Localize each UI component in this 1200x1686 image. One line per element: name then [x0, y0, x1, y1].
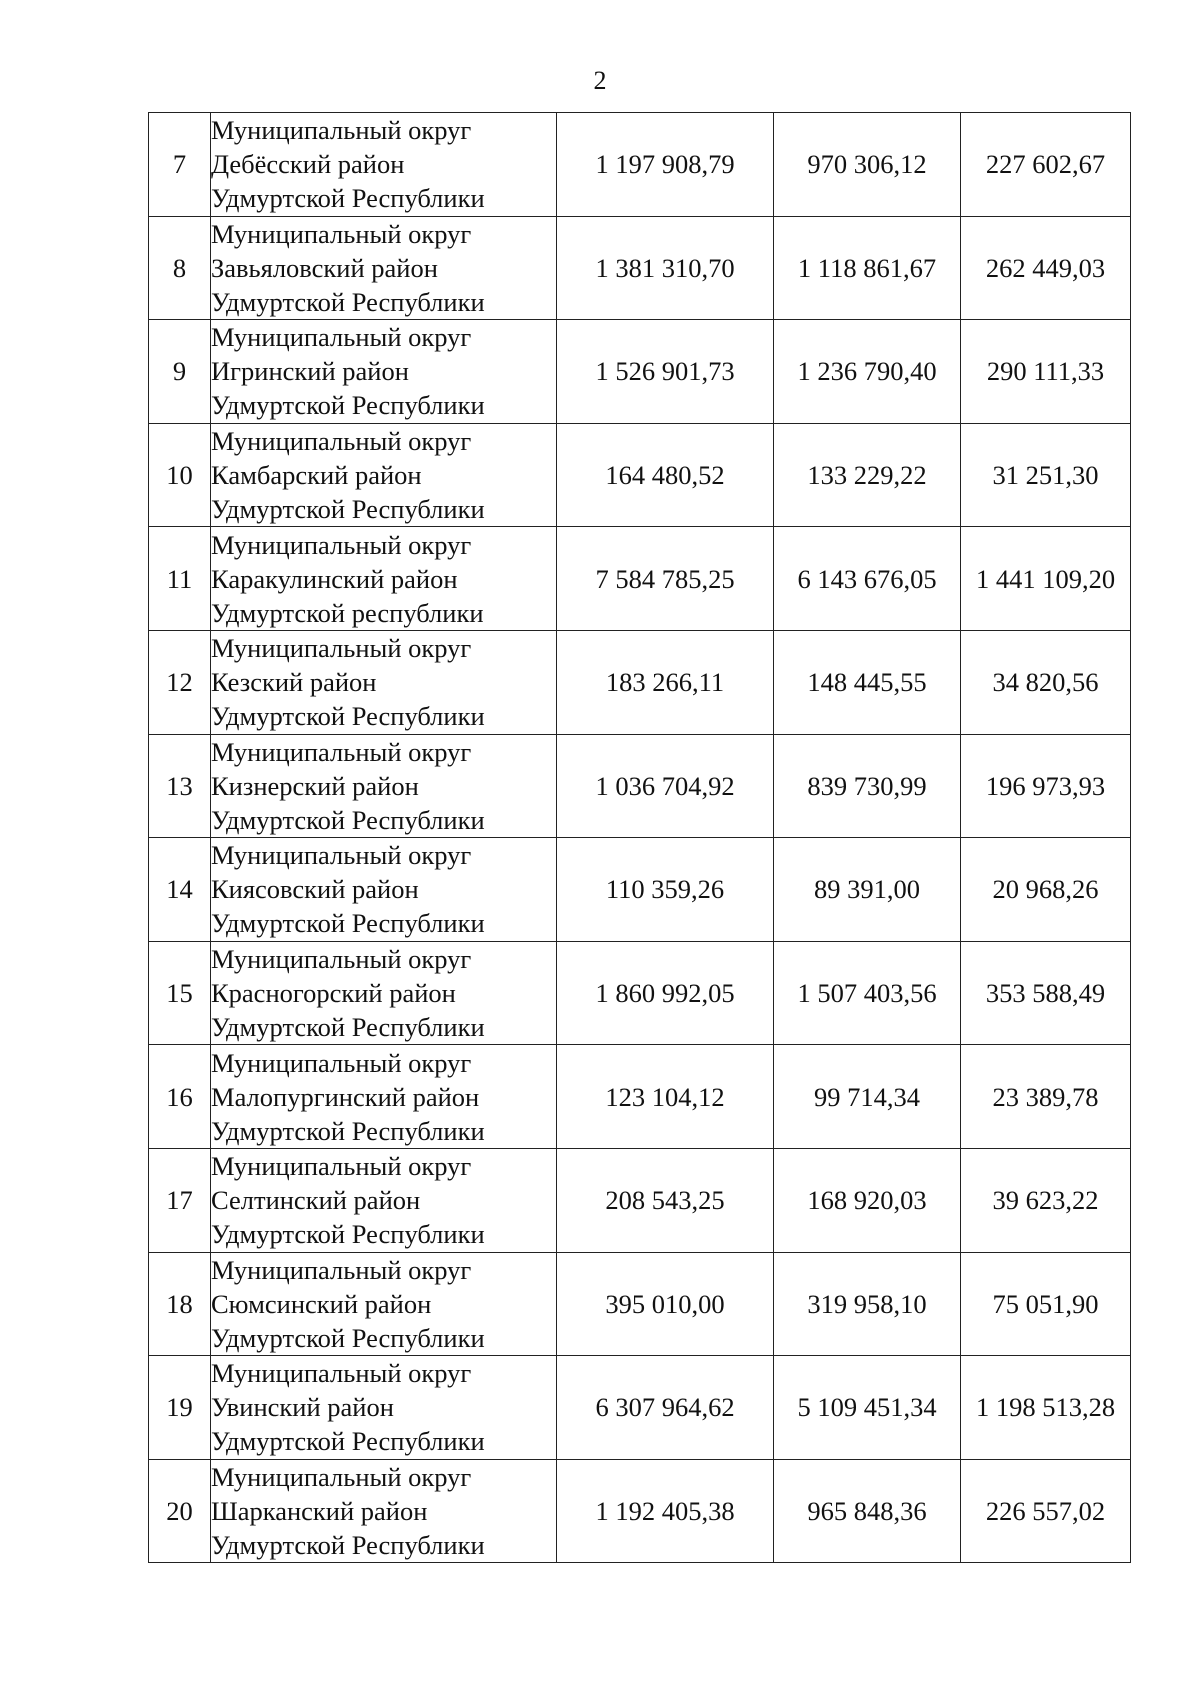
table-body	[149, 113, 1131, 1563]
municipality-name-line: Муниципальный округ	[211, 633, 472, 664]
municipality-name	[211, 113, 557, 217]
row-number: 15	[149, 941, 211, 1045]
total-amount: 208 543,25	[557, 1148, 774, 1252]
amount-column-2: 1 507 403,56	[774, 941, 961, 1045]
municipality-name-line: Камбарский район	[211, 460, 422, 491]
municipality-name-line: Удмуртской Республики	[211, 286, 485, 317]
amount-column-3: 1 441 109,20	[961, 527, 1131, 631]
row-number: 9	[149, 320, 211, 424]
municipality-name	[211, 630, 557, 734]
total-amount: 1 526 901,73	[557, 320, 774, 424]
row-number: 7	[149, 113, 211, 217]
municipality-name-line: Удмуртской Республики	[211, 494, 485, 525]
municipality-name-line: Кизнерский район	[211, 770, 419, 801]
municipality-name-line: Муниципальный округ	[211, 1254, 472, 1285]
total-amount: 1 197 908,79	[557, 113, 774, 217]
municipality-name	[211, 423, 557, 527]
municipality-name-line: Сюмсинский район	[211, 1288, 432, 1319]
amount-column-3: 262 449,03	[961, 216, 1131, 320]
amount-column-2: 99 714,34	[774, 1045, 961, 1149]
total-amount: 164 480,52	[557, 423, 774, 527]
amount-column-3: 23 389,78	[961, 1045, 1131, 1149]
amount-column-2: 6 143 676,05	[774, 527, 961, 631]
amount-column-3: 353 588,49	[961, 941, 1131, 1045]
amount-column-3: 75 051,90	[961, 1252, 1131, 1356]
amount-column-2: 1 118 861,67	[774, 216, 961, 320]
amount-column-3: 290 111,33	[961, 320, 1131, 424]
row-number: 19	[149, 1356, 211, 1460]
row-number: 20	[149, 1459, 211, 1563]
total-amount: 1 036 704,92	[557, 734, 774, 838]
row-number: 8	[149, 216, 211, 320]
municipality-name-line: Завьяловский район	[211, 252, 438, 283]
amount-column-2: 1 236 790,40	[774, 320, 961, 424]
amount-column-2: 5 109 451,34	[774, 1356, 961, 1460]
total-amount: 1 860 992,05	[557, 941, 774, 1045]
municipality-name	[211, 1252, 557, 1356]
municipality-name-line: Удмуртской Республики	[211, 1012, 485, 1043]
total-amount: 183 266,11	[557, 630, 774, 734]
municipality-name-line: Каракулинский район	[211, 563, 458, 594]
municipality-name	[211, 1356, 557, 1460]
table-row	[149, 113, 1131, 217]
amount-column-2: 148 445,55	[774, 630, 961, 734]
amount-column-3: 20 968,26	[961, 838, 1131, 942]
municipality-name	[211, 320, 557, 424]
table-row	[149, 838, 1131, 942]
row-number: 13	[149, 734, 211, 838]
municipality-name	[211, 216, 557, 320]
row-number: 17	[149, 1148, 211, 1252]
total-amount: 1 192 405,38	[557, 1459, 774, 1563]
amount-column-3: 39 623,22	[961, 1148, 1131, 1252]
municipality-name-line: Удмуртской Республики	[211, 183, 485, 214]
table-row	[149, 527, 1131, 631]
municipality-name	[211, 1459, 557, 1563]
table-row	[149, 216, 1131, 320]
municipality-name-line: Удмуртской Республики	[211, 1219, 485, 1250]
row-number: 10	[149, 423, 211, 527]
municipality-name-line: Муниципальный округ	[211, 322, 472, 353]
municipality-name-line: Удмуртской Республики	[211, 701, 485, 732]
municipality-name-line: Муниципальный округ	[211, 1358, 472, 1389]
municipality-name-line: Удмуртской Республики	[211, 390, 485, 421]
municipality-name-line: Удмуртской Республики	[211, 1426, 485, 1457]
table-row	[149, 320, 1131, 424]
municipality-name-line: Малопургинский район	[211, 1081, 480, 1112]
table-row	[149, 630, 1131, 734]
amount-column-3: 1 198 513,28	[961, 1356, 1131, 1460]
allocation-table	[148, 112, 1131, 1563]
amount-column-3: 31 251,30	[961, 423, 1131, 527]
municipality-name-line: Муниципальный округ	[211, 218, 472, 249]
municipality-name-line: Муниципальный округ	[211, 1462, 472, 1493]
amount-column-3: 196 973,93	[961, 734, 1131, 838]
municipality-name-line: Муниципальный округ	[211, 1047, 472, 1078]
municipality-name-line: Муниципальный округ	[211, 115, 472, 146]
municipality-name-line: Удмуртской республики	[211, 597, 484, 628]
municipality-name-line: Удмуртской Республики	[211, 1530, 485, 1561]
amount-column-2: 839 730,99	[774, 734, 961, 838]
table-row	[149, 1356, 1131, 1460]
amount-column-3: 227 602,67	[961, 113, 1131, 217]
municipality-name-line: Удмуртской Республики	[211, 908, 485, 939]
table-row	[149, 1459, 1131, 1563]
municipality-name-line: Удмуртской Республики	[211, 804, 485, 835]
municipality-name-line: Муниципальный округ	[211, 840, 472, 871]
total-amount: 395 010,00	[557, 1252, 774, 1356]
table-row	[149, 1148, 1131, 1252]
amount-column-2: 965 848,36	[774, 1459, 961, 1563]
table-row	[149, 423, 1131, 527]
municipality-name-line: Муниципальный округ	[211, 529, 472, 560]
table-row	[149, 1252, 1131, 1356]
amount-column-2: 168 920,03	[774, 1148, 961, 1252]
municipality-name	[211, 941, 557, 1045]
municipality-name-line: Увинский район	[211, 1392, 394, 1423]
municipality-name-line: Кезский район	[211, 667, 377, 698]
amount-column-3: 226 557,02	[961, 1459, 1131, 1563]
amount-column-2: 133 229,22	[774, 423, 961, 527]
amount-column-2: 89 391,00	[774, 838, 961, 942]
municipality-name-line: Дебёсский район	[211, 149, 405, 180]
total-amount: 110 359,26	[557, 838, 774, 942]
table-row	[149, 941, 1131, 1045]
municipality-name-line: Муниципальный округ	[211, 1151, 472, 1182]
municipality-name	[211, 1045, 557, 1149]
municipality-name-line: Муниципальный округ	[211, 736, 472, 767]
amount-column-2: 970 306,12	[774, 113, 961, 217]
total-amount: 123 104,12	[557, 1045, 774, 1149]
municipality-name-line: Муниципальный округ	[211, 426, 472, 457]
amount-column-3: 34 820,56	[961, 630, 1131, 734]
municipality-name-line: Красногорский район	[211, 978, 456, 1009]
table-row	[149, 1045, 1131, 1149]
municipality-name-line: Муниципальный округ	[211, 944, 472, 975]
municipality-name-line: Селтинский район	[211, 1185, 421, 1216]
row-number: 11	[149, 527, 211, 631]
total-amount: 7 584 785,25	[557, 527, 774, 631]
row-number: 18	[149, 1252, 211, 1356]
municipality-name-line: Киясовский район	[211, 874, 419, 905]
municipality-name	[211, 734, 557, 838]
page-number: 2	[593, 66, 607, 95]
municipality-name	[211, 838, 557, 942]
municipality-name-line: Удмуртской Республики	[211, 1322, 485, 1353]
total-amount: 6 307 964,62	[557, 1356, 774, 1460]
municipality-name	[211, 527, 557, 631]
total-amount: 1 381 310,70	[557, 216, 774, 320]
amount-column-2: 319 958,10	[774, 1252, 961, 1356]
row-number: 16	[149, 1045, 211, 1149]
municipality-name-line: Удмуртской Республики	[211, 1115, 485, 1146]
row-number: 14	[149, 838, 211, 942]
municipality-name-line: Игринский район	[211, 356, 409, 387]
municipality-name-line: Шарканский район	[211, 1496, 428, 1527]
municipality-name	[211, 1148, 557, 1252]
row-number: 12	[149, 630, 211, 734]
table-row	[149, 734, 1131, 838]
